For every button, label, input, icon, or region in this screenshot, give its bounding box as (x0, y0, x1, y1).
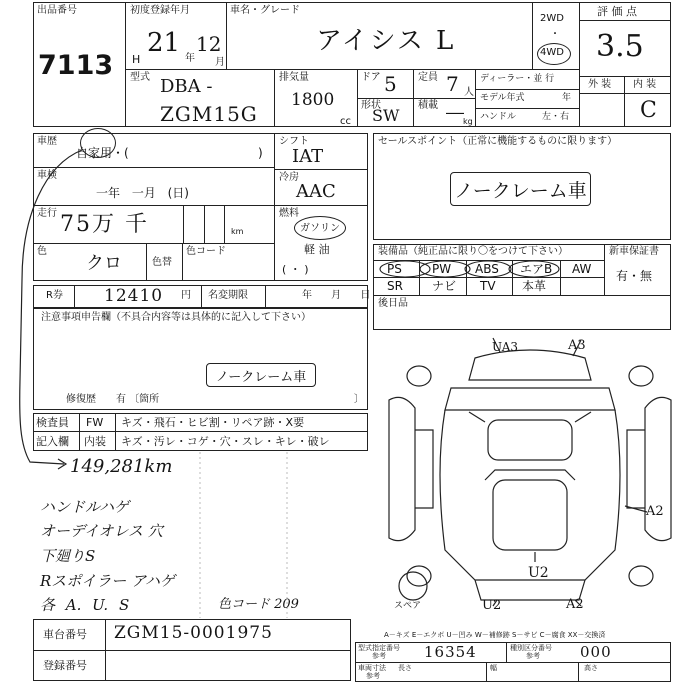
reg-label: 登録番号 (43, 659, 87, 672)
model-year-label: モデル年式 (480, 93, 525, 103)
doors-value: 5 (384, 72, 397, 96)
load-value: ― (446, 102, 464, 123)
model-grade-label: 車名・グレード (230, 5, 300, 16)
equip-tv: TV (480, 279, 496, 293)
equip-leather: 本革 (522, 279, 547, 293)
equipment-label: 装備品（純正品に限り〇をつけて下さい） (378, 246, 568, 257)
ac-label: 冷房 (279, 172, 299, 183)
repair-value: 有 〔箇所 (116, 394, 160, 405)
first-reg-year: 21 (147, 28, 181, 58)
equip-aw: AW (572, 262, 592, 276)
rear-item-label: 後日品 (378, 298, 408, 309)
shift-label: シフト (279, 136, 309, 147)
history-value: 自家用・( (76, 146, 129, 160)
mark-u2-rear: U2 (482, 598, 502, 613)
model-code: ZGM15G (160, 102, 258, 126)
chassis-label: 車台番号 (43, 628, 87, 641)
equip-ps: PS (387, 262, 402, 276)
form-no-label: 型式指定番号 (358, 644, 400, 652)
note-mileage: 149,281km (70, 456, 173, 477)
chassis-value: ZGM15-0001975 (114, 623, 273, 643)
fuel-value: ガソリン (300, 223, 340, 234)
history-close: ) (258, 146, 263, 160)
mark-a2-rear: A2 (566, 597, 584, 612)
checker-label: 検査員 (36, 416, 69, 429)
size-ref: 参考 (366, 672, 380, 680)
first-reg-label: 初度登録年月 (130, 5, 190, 16)
damage-legend: A－キズ E－エクボ U－凹み W－補修跡 S－サビ C－腐食 XX－交換済 (384, 631, 606, 639)
equip-sr: SR (387, 279, 403, 293)
displacement-label: 排気量 (279, 72, 309, 83)
dealer-label: ディーラー・並 行 (480, 74, 555, 84)
note-color-code: 色コード 209 (218, 597, 299, 612)
fw-items: キズ・飛石・ヒビ割・リペア跡・X要 (121, 416, 305, 429)
score-label: 評 価 点 (597, 5, 637, 18)
mark-ua3: UA3 (492, 340, 519, 354)
exterior-label: 外 装 (588, 79, 612, 90)
entry-label: 記入欄 (36, 435, 69, 448)
year-unit: 年 (185, 53, 195, 64)
cat-ref: 参考 (526, 652, 540, 660)
equip-abs: ABS (475, 262, 499, 276)
car-name: アイシス (316, 26, 425, 56)
capacity-label: 定員 (418, 72, 438, 83)
inspector-interior-label: 内装 (84, 435, 106, 448)
color-label: 色 (37, 246, 47, 257)
capacity-value: 7 (446, 72, 459, 96)
fw-label: FW (86, 416, 104, 429)
drive-dot: ・ (550, 29, 560, 40)
doors-label: ドア (361, 72, 381, 83)
interior-grade: C (640, 98, 657, 123)
equip-navi: ナビ (432, 279, 457, 293)
height-label: 高さ (584, 664, 598, 672)
sales-point-stamp: ノークレーム車 (450, 172, 591, 206)
mark-a3: A3 (568, 338, 586, 353)
color-change-label: 色替 (152, 257, 172, 268)
handle-value: 左・右 (542, 112, 570, 122)
note-underbody: 下廻りS (40, 547, 96, 565)
mark-a2-side: A2 (646, 504, 664, 519)
first-reg-month: 12 (196, 32, 222, 56)
mileage-value: 75万 千 (60, 212, 149, 237)
rename-label: 名変期限 (208, 290, 248, 301)
width-label: 幅 (490, 664, 497, 672)
form-no-ref: 参考 (372, 652, 386, 660)
load-unit: kg (463, 117, 473, 126)
shape-value: SW (372, 106, 400, 125)
warranty-value: 有・無 (616, 269, 653, 283)
recycle-amount: 12410 (104, 286, 164, 306)
r-label: R券 (46, 290, 63, 301)
shaken-label: 車検 (37, 170, 57, 181)
notes-stamp: ノークレーム車 (206, 363, 316, 387)
mark-u2-center: U2 (528, 565, 549, 581)
grade: L (436, 26, 454, 56)
note-handle: ハンドルハゲ (40, 498, 129, 516)
lot-number: 7113 (38, 50, 114, 81)
drive-2wd: 2WD (540, 13, 564, 24)
km-unit: km (231, 227, 244, 236)
fuel-paren: ( ・ ) (282, 263, 309, 276)
equip-pw: PW (432, 262, 452, 276)
shift-value: IAT (292, 146, 324, 167)
rename-date: 年 月 日 (302, 290, 371, 301)
repair-close: 〕 (354, 394, 364, 405)
repair-label: 修復歴 (66, 394, 96, 405)
sales-point-label: セールスポイント（正常に機能するものに限ります） (378, 136, 618, 147)
handle-label: ハンドル (480, 112, 517, 122)
model-year-unit: 年 (562, 93, 572, 103)
cc-unit: cc (340, 116, 351, 127)
capacity-unit: 人 (464, 87, 474, 98)
color-code-label: 色コード (186, 246, 226, 257)
model-type-label: 型式 (130, 72, 150, 83)
history-label: 車歴 (37, 136, 57, 147)
cat-value: 000 (580, 643, 612, 661)
model-prefix: DBA - (160, 76, 213, 97)
fuel-label: 燃料 (279, 208, 299, 219)
first-reg-prefix: H (132, 53, 141, 66)
note-spoiler: Rスポイラー アハゲ (40, 572, 175, 590)
score-value: 3.5 (596, 29, 644, 64)
warranty-label: 新車保証書 (609, 246, 659, 257)
drive-4wd: 4WD (540, 47, 564, 58)
shaken-value: 一年 一月 (日) (96, 186, 189, 200)
displacement-value: 1800 (291, 90, 335, 110)
interior-items: キズ・汚レ・コゲ・穴・スレ・キレ・破レ (121, 435, 330, 448)
interior-label: 内 装 (633, 79, 657, 90)
size-label: 車両寸法 (358, 664, 386, 672)
lot-label: 出品番号 (37, 5, 77, 16)
note-audio: オーデイオレス 穴 (40, 522, 163, 540)
notes-label: 注意事項申告欄（不具合内容等は具体的に記入して下さい） (41, 312, 311, 323)
shape-label: 形状 (361, 100, 381, 111)
month-unit: 月 (215, 57, 225, 68)
equip-airbag: エアB (520, 262, 553, 276)
fuel-option: 軽 油 (304, 243, 330, 256)
ac-value: AAC (296, 181, 336, 202)
mileage-label: 走行 (37, 208, 57, 219)
note-each: 各 A. U. S (40, 596, 130, 614)
yen-unit: 円 (181, 290, 191, 301)
spare-label: スペア (394, 601, 422, 611)
color-value: クロ (86, 253, 122, 274)
cat-label: 種別区分番号 (510, 644, 552, 652)
length-label: 長さ (398, 664, 412, 672)
load-label: 積載 (418, 100, 438, 111)
form-no-value: 16354 (424, 643, 477, 661)
